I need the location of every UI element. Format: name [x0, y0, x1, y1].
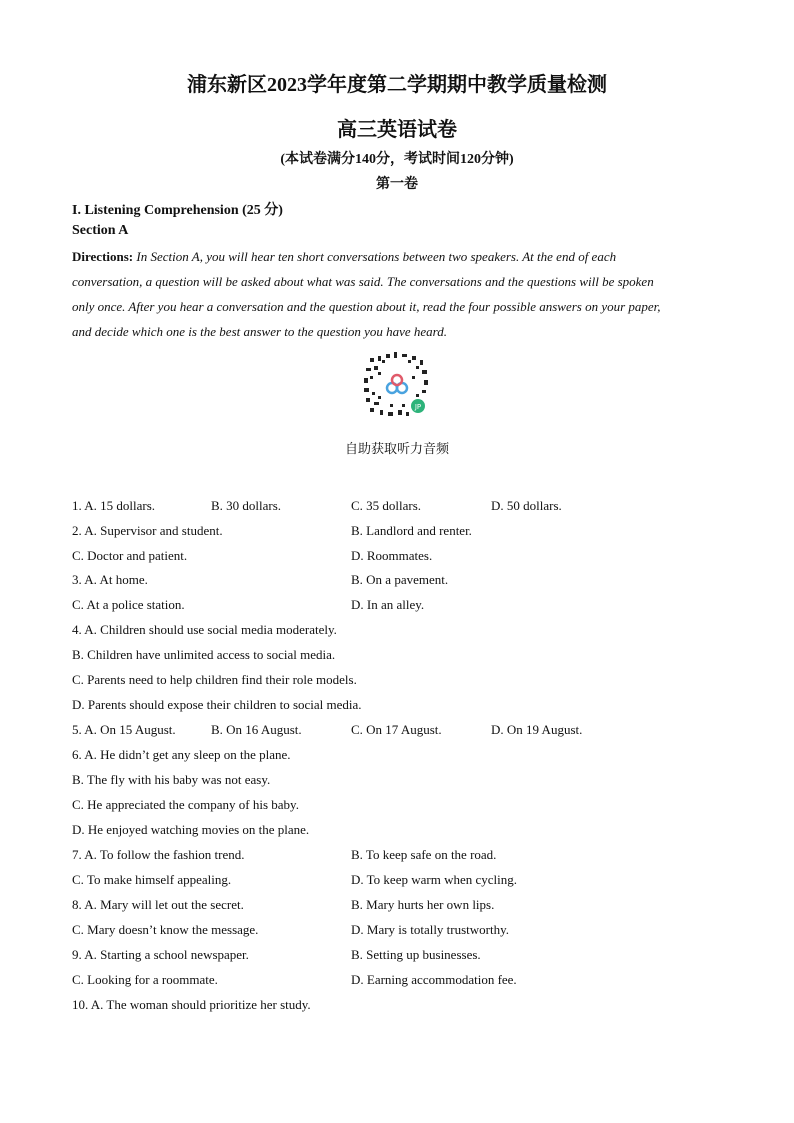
- q10-option-a: 10. A. The woman should prioritize her study.: [72, 997, 311, 1012]
- q2-option-b: B. Landlord and renter.: [351, 523, 472, 538]
- q3-option-d: D. In an alley.: [351, 597, 425, 612]
- q7-option-a: 7. A. To follow the fashion trend.: [72, 847, 245, 862]
- q4-option-a: 4. A. Children should use social media moderately.: [72, 622, 337, 637]
- q8-option-c: C. Mary doesn’t know the message.: [72, 922, 259, 937]
- q5-option-a: 5. A. On 15 August.: [72, 722, 176, 737]
- q3-option-b: B. On a pavement.: [351, 572, 449, 587]
- q1-option-b: B. 30 dollars.: [211, 498, 282, 513]
- q8-option-a: 8. A. Mary will let out the secret.: [72, 897, 244, 912]
- svg-text:JP: JP: [414, 403, 422, 411]
- q8-option-d: D. Mary is totally trustworthy.: [351, 922, 510, 937]
- q9-option-a: 9. A. Starting a school newspaper.: [72, 947, 249, 962]
- directions-line-3: only once. After you hear a conversation and the question about it, read the four possible answers on your paper,: [72, 299, 661, 314]
- exam-note: (本试卷满分140分，考试时间120分钟): [280, 152, 514, 167]
- q6-option-b: B. The fly with his baby was not easy.: [72, 772, 271, 787]
- q9-option-c: C. Looking for a roommate.: [72, 972, 218, 987]
- q4-option-b: B. Children have unlimited access to social media.: [72, 647, 336, 662]
- directions-line-2: conversation, a question will be asked about what was said. The conversations and the questions will be spoken: [72, 274, 654, 289]
- exam-title: 浦东新区2023学年度第二学期期中教学质量检测: [187, 74, 607, 96]
- q5-option-d: D. On 19 August.: [491, 722, 583, 737]
- q7-option-c: C. To make himself appealing.: [72, 872, 232, 887]
- volume-label: 第一卷: [376, 177, 418, 192]
- q4-option-d: D. Parents should expose their children to social media.: [72, 697, 362, 712]
- q5-option-b: B. On 16 August.: [211, 722, 302, 737]
- section-a-label: Section A: [72, 223, 129, 238]
- directions-line-1: [72, 249, 616, 265]
- qr-code-icon[interactable]: [360, 348, 434, 422]
- q6-option-d: D. He enjoyed watching movies on the plane.: [72, 822, 310, 837]
- q2-option-a: 2. A. Supervisor and student.: [72, 523, 223, 538]
- q2-option-c: C. Doctor and patient.: [72, 548, 188, 563]
- q5-option-c: C. On 17 August.: [351, 722, 442, 737]
- q1-option-d: D. 50 dollars.: [491, 498, 562, 513]
- q8-option-b: B. Mary hurts her own lips.: [351, 897, 495, 912]
- q6-option-a: 6. A. He didn’t get any sleep on the plane.: [72, 747, 291, 762]
- directions-label: Directions:: [72, 249, 134, 264]
- q3-option-a: 3. A. At home.: [72, 572, 148, 587]
- exam-subtitle: 高三英语试卷: [337, 119, 457, 141]
- q6-option-c: C. He appreciated the company of his baby.: [72, 797, 299, 812]
- q2-option-d: D. Roommates.: [351, 548, 433, 563]
- q1-option-c: C. 35 dollars.: [351, 498, 422, 513]
- q4-option-c: C. Parents need to help children find their role models.: [72, 672, 357, 687]
- directions-line-4: and decide which one is the best answer to the question you have heard.: [72, 324, 448, 339]
- q7-option-d: D. To keep warm when cycling.: [351, 872, 517, 887]
- q7-option-b: B. To keep safe on the road.: [351, 847, 497, 862]
- section-heading: I. Listening Comprehension (25 分): [72, 203, 283, 218]
- qr-caption: 自助获取听力音频: [344, 442, 449, 457]
- q9-option-b: B. Setting up businesses.: [351, 947, 481, 962]
- q9-option-d: D. Earning accommodation fee.: [351, 972, 517, 987]
- q1-option-a: 1. A. 15 dollars.: [72, 498, 156, 513]
- q3-option-c: C. At a police station.: [72, 597, 185, 612]
- directions-text-1: In Section A, you will hear ten short conversations between two speakers. At the end of each: [133, 249, 617, 264]
